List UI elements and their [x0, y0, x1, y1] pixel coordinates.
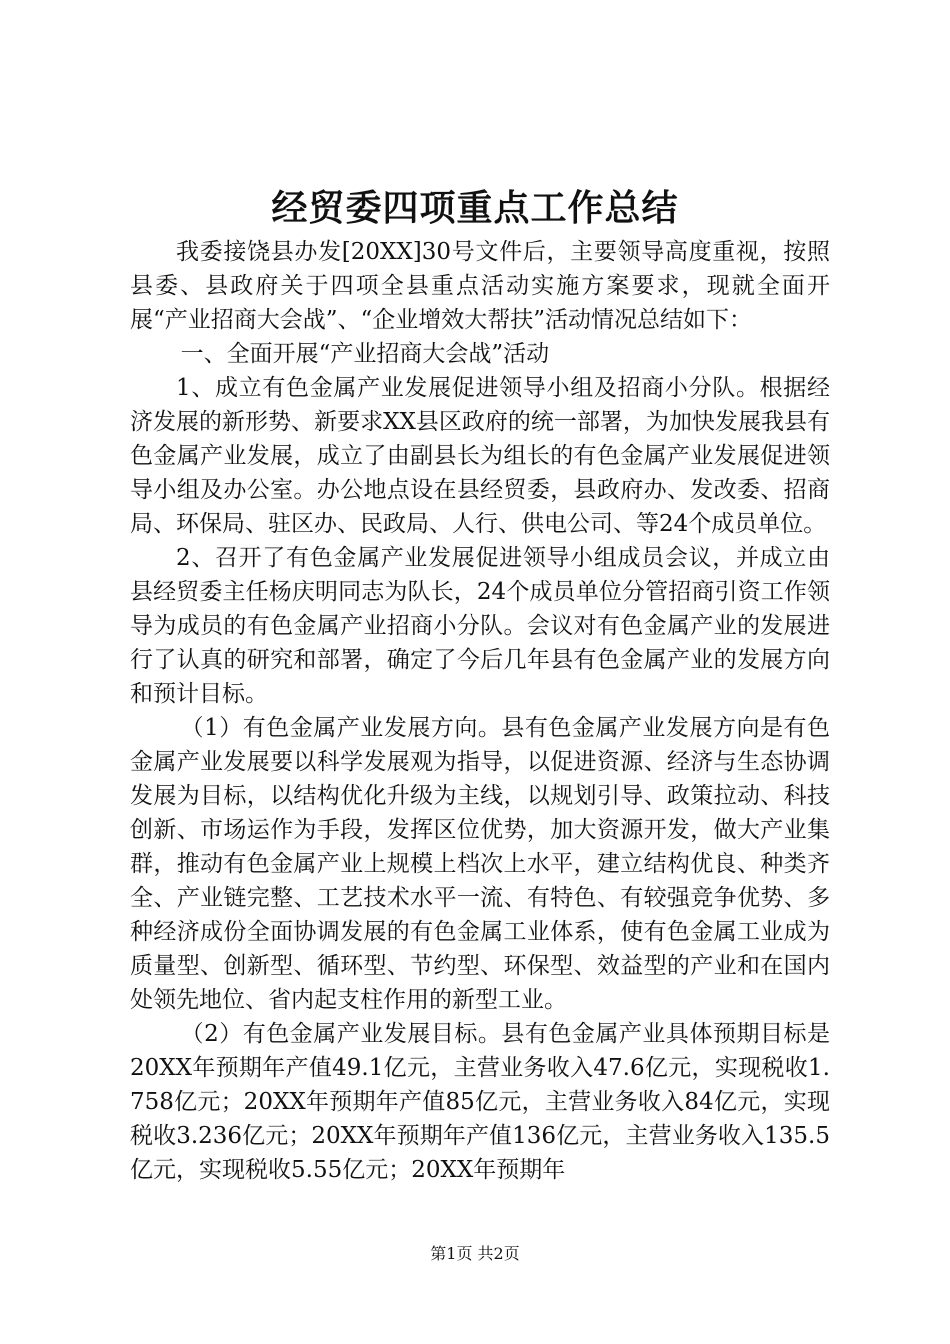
- paragraph-item-2: 2、召开了有色金属产业发展促进领导小组成员会议，并成立由县经贸委主任杨庆明同志为队长，24个成员单位分管招商引资工作领导为成员的有色金属产业招商小分队。会议对有色金属产业的发展进行了认真的研究和部署，确定了今后几年县有色金属产业的发展方向和预计目标。: [130, 545, 830, 707]
- document-title: 经贸委四项重点工作总结: [271, 187, 679, 229]
- page-number: 第1页 共2页: [430, 1244, 520, 1263]
- paragraph-intro: 我委接饶县办发[20XX]30号文件后，主要领导高度重视，按照县委、县政府关于四项全县重点活动实施方案要求，现就全面开展“产业招商大会战”、“企业增效大帮扶”活动情况总结如下：: [130, 239, 830, 333]
- paragraph-subitem-1: （1）有色金属产业发展方向。县有色金属产业发展方向是有色金属产业发展要以科学发展观为指导，以促进资源、经济与生态协调发展为目标，以结构优化升级为主线，以规划引导、政策拉动、科技创新、市场运作为手段，发挥区位优势，加大资源开发，做大产业集群，推动有色金属产业上规模上档次上水平，建立结构优良、种类齐全、产业链完整、工艺技术水平一流、有特色、有较强竞争优势、多种经济成份全面协调发展的有色金属工业体系，使有色金属工业成为质量型、创新型、循环型、节约型、环保型、效益型的产业和在国内处领先地位、省内起支柱作用的新型工业。: [130, 715, 830, 1013]
- paragraph-subitem-2: （2）有色金属产业发展目标。县有色金属产业具体预期目标是20XX年预期年产值49.1亿元，主营业务收入47.6亿元，实现税收1.758亿元；20XX年预期年产值85亿元，主营业务收入84亿元，实现税收3.236亿元；20XX年预期年产值136亿元，主营业务收入135.5亿元，实现税收5.55亿元；20XX年预期年: [130, 1021, 830, 1183]
- paragraph-item-1: 1、成立有色金属产业发展促进领导小组及招商小分队。根据经济发展的新形势、新要求XX县区政府的统一部署，为加快发展我县有色金属产业发展，成立了由副县长为组长的有色金属产业发展促进领导小组及办公室。办公地点设在县经贸委，县政府办、发改委、招商局、环保局、驻区办、民政局、人行、供电公司、等24个成员单位。: [130, 375, 830, 537]
- section-heading-1: 一、全面开展“产业招商大会战”活动: [180, 341, 550, 367]
- document-body: [130, 235, 830, 1187]
